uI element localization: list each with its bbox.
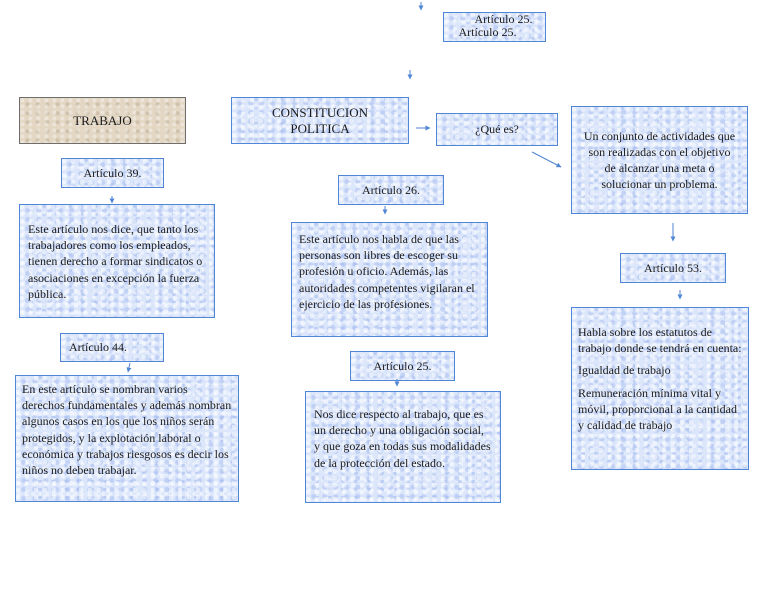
- articulo-26-title: Artículo 26.: [362, 182, 420, 197]
- definicion-text: Un conjunto de actividades que son realizadas con el objetivo de alcanzar una meta o solucionar un problema.: [583, 128, 736, 192]
- articulo-25-title: Artículo 25.: [373, 358, 432, 373]
- articulo-26-text: Este artículo nos habla de que las personas son libres de escoger su profesión u oficio. Además, las autoridades competentes vigilaran el ejercicio de las profesiones.: [299, 232, 475, 311]
- constitucion-label: CONSTITUCION POLITICA: [271, 104, 369, 136]
- articulo-53-text-3: Remuneración mínima vital y móvil, proporcional a la cantidad y calidad de trabajo: [578, 385, 737, 432]
- articulo-53-text-2: Igualdad de trabajo: [578, 363, 671, 378]
- arrow-art44-text: [128, 363, 130, 372]
- articulo-25-text: Nos dice respecto al trabajo, que es un derecho y una obligación social, y que goza en todas sus modalidades de la protección del estado.: [314, 407, 491, 470]
- articulo-44-text: En este artículo se nombran varios derechos fundamentales y además nombran algunos casos en los que los niños serán protegidos, y la explotación laboral o económica y trabajos riesgosos es decir los niños no deben trabajar.: [22, 382, 232, 477]
- articulo-39-title: Artículo 39.: [83, 165, 142, 180]
- articulo-39-text: Este artículo nos dice, que tanto los trabajadores como los empleados, tienen derecho a formar sindicatos o asociaciones en excepción la fuerza pública.: [28, 222, 203, 301]
- trabajo-label: TRABAJO: [73, 112, 132, 128]
- articulo-53-title: Artículo 53.: [644, 260, 702, 275]
- que-es-label: ¿Qué es?: [475, 122, 519, 137]
- arrow-que-es-definicion: [532, 152, 561, 167]
- articulo-53-text-1: Habla sobre los estatutos de trabajo donde se tendrá en cuenta:: [578, 325, 742, 356]
- top-article-line1: Artículo 25.: [474, 12, 533, 26]
- top-article-line2: Artículo 25.: [458, 25, 517, 39]
- articulo-44-title: Artículo 44.: [69, 340, 127, 355]
